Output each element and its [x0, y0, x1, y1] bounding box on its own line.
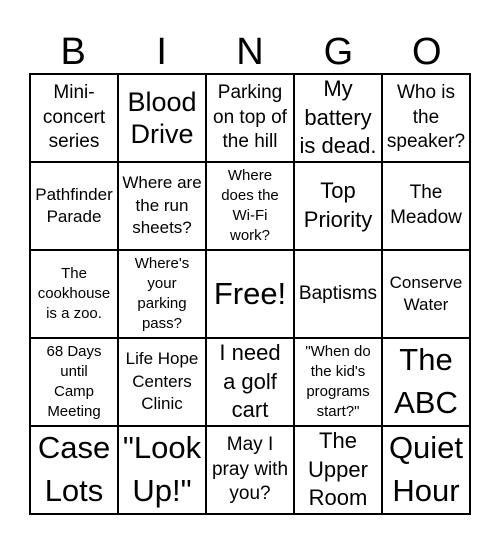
header-letter-i: I — [156, 31, 167, 73]
bingo-cell-r5c4[interactable]: The Upper Room — [294, 426, 382, 514]
header-letter-n: N — [236, 31, 264, 73]
bingo-cell-r5c2[interactable]: "Look Up!" — [118, 426, 206, 514]
bingo-cell-r1c5[interactable]: Who is the speaker? — [382, 74, 470, 162]
bingo-cell-r1c1[interactable]: Mini- concert series — [30, 74, 118, 162]
bingo-header — [29, 30, 471, 74]
header-letter-b: B — [60, 31, 86, 73]
header-letter-o: O — [412, 31, 442, 73]
bingo-cell-r2c2[interactable]: Where are the run sheets? — [118, 162, 206, 250]
bingo-cell-r2c5[interactable]: The Meadow — [382, 162, 470, 250]
bingo-cell-r3c1[interactable]: The cookhouse is a zoo. — [30, 250, 118, 338]
bingo-cell-r4c4[interactable]: "When do the kid's programs start?" — [294, 338, 382, 426]
bingo-cell-r4c1[interactable]: 68 Days until Camp Meeting — [30, 338, 118, 426]
bingo-cell-r2c1[interactable]: Pathfinder Parade — [30, 162, 118, 250]
bingo-cell-r3c4[interactable]: Baptisms — [294, 250, 382, 338]
bingo-cell-r3c3-free-space[interactable]: Free! — [206, 250, 294, 338]
bingo-cell-r5c3[interactable]: May I pray with you? — [206, 426, 294, 514]
header-letter-g: G — [323, 31, 354, 73]
bingo-cell-r4c5[interactable]: The ABC — [382, 338, 470, 426]
bingo-cell-r1c3[interactable]: Parking on top of the hill — [206, 74, 294, 162]
bingo-cell-r3c5[interactable]: Conserve Water — [382, 250, 470, 338]
bingo-cell-r1c2[interactable]: Blood Drive — [118, 74, 206, 162]
bingo-cell-r4c2[interactable]: Life Hope Centers Clinic — [118, 338, 206, 426]
bingo-cell-r2c4[interactable]: Top Priority — [294, 162, 382, 250]
bingo-cell-r4c3[interactable]: I need a golf cart — [206, 338, 294, 426]
bingo-cell-r1c4[interactable]: My battery is dead. — [294, 74, 382, 162]
bingo-cell-r5c1[interactable]: Case Lots — [30, 426, 118, 514]
bingo-cell-r2c3[interactable]: Where does the Wi-Fi work? — [206, 162, 294, 250]
bingo-cell-r5c5[interactable]: Quiet Hour — [382, 426, 470, 514]
bingo-board — [29, 73, 471, 515]
bingo-cell-r3c2[interactable]: Where's your parking pass? — [118, 250, 206, 338]
